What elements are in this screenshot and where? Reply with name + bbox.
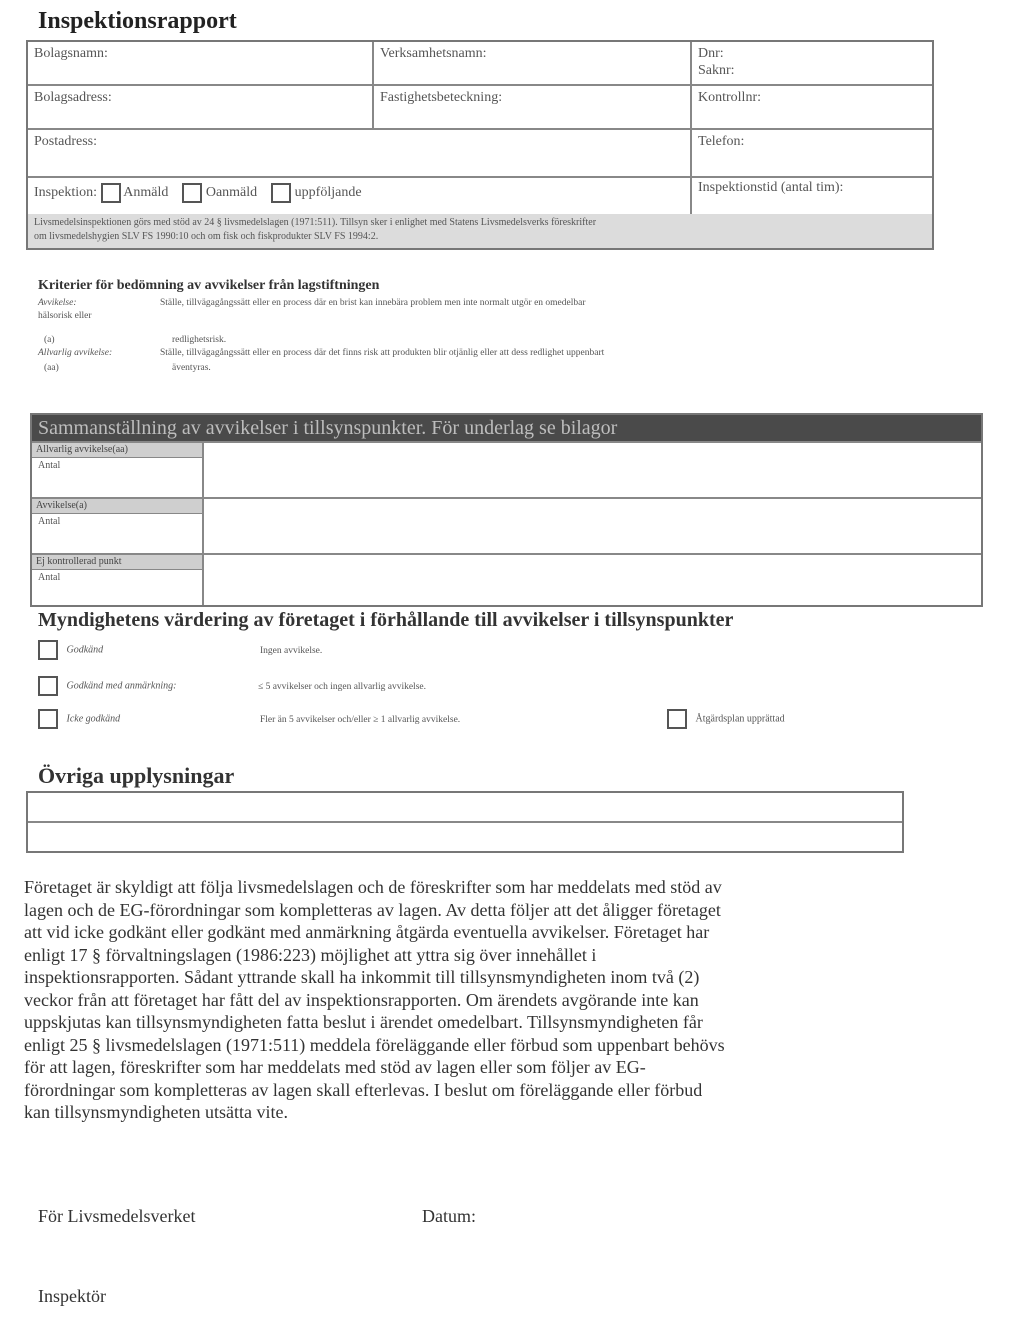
summary-input-allvarlig[interactable] <box>206 443 981 497</box>
ovriga-heading: Övriga upplysningar <box>38 763 235 788</box>
historik-label: hälsorisk eller <box>38 311 92 321</box>
eval-godkand-anm-row <box>38 676 176 696</box>
atgardsplan-label: Åtgärdsplan upprättad <box>695 713 785 725</box>
summary-row-title: Ej kontrollerad punkt <box>32 555 202 570</box>
summary-row-label <box>32 555 204 605</box>
godkand-label: Godkänd <box>66 644 104 656</box>
dnr-label: Dnr: <box>698 46 724 61</box>
inspektion-type-row <box>28 180 690 214</box>
a-text: redlighetsrisk. <box>172 335 227 345</box>
icke-godkand-checkbox[interactable] <box>38 709 58 729</box>
field-bolagsadress[interactable] <box>28 86 372 128</box>
postadress-label: Postadress: <box>34 134 97 149</box>
godkand-anm-desc: ≤ 5 avvikelser och ingen allvarlig avvikelse. <box>258 682 426 692</box>
for-livsmedelsverket-label: För Livsmedelsverket <box>38 1206 196 1226</box>
godkand-anm-label: Godkänd med anmärkning: <box>66 680 177 692</box>
inspektion-label: Inspektion: <box>34 185 97 201</box>
header-form-table <box>26 40 934 250</box>
legal-note-line-1: Livsmedelsinspektionen görs med stöd av 24 § livsmedelslagen (1971:511). Tillsyn sker i enlighet med Statens Livsmedelsverks föreskrifter <box>34 217 597 228</box>
bolagsadress-label: Bolagsadress: <box>34 90 112 105</box>
anmald-label: Anmäld <box>123 185 169 201</box>
eval-godkand-row <box>38 640 103 660</box>
field-verksamhetsnamn[interactable] <box>374 42 690 84</box>
criteria-heading: Kriterier för bedömning av avvikelser från lagstiftningen <box>38 278 380 293</box>
oanmald-checkbox[interactable] <box>182 183 202 203</box>
datum-label: Datum: <box>422 1206 476 1226</box>
field-fastighetsbeteckning[interactable] <box>374 86 690 128</box>
atgardsplan-checkbox[interactable] <box>667 709 687 729</box>
paragraph-line: att vid icke godkänt eller godkänt med anmärkning åtgärda eventuella avvikelser. Företaget har <box>24 922 710 942</box>
summary-heading: Sammanställning av avvikelser i tillsynspunkter. För underlag se bilagor <box>32 415 981 441</box>
field-telefon[interactable] <box>692 130 932 176</box>
godkand-desc: Ingen avvikelse. <box>260 646 323 656</box>
legal-note <box>28 214 932 248</box>
icke-godkand-label: Icke godkänd <box>66 713 121 725</box>
evaluation-heading: Myndighetens värdering av företaget i förhållande till avvikelser i tillsynspunkter <box>38 609 734 631</box>
godkand-checkbox[interactable] <box>38 640 58 660</box>
a-label: (a) <box>44 335 55 345</box>
bolagsnamn-label: Bolagsnamn: <box>34 46 108 61</box>
avvikelse-label: Avvikelse: <box>38 298 77 308</box>
verksamhetsnamn-label: Verksamhetsnamn: <box>380 46 487 61</box>
eval-atgardsplan-row <box>667 709 785 729</box>
summary-input-avvikelse[interactable] <box>206 499 981 553</box>
paragraph-line: kan tillsynsmyndigheten utsätta vite. <box>24 1102 288 1122</box>
summary-row-label <box>32 443 204 497</box>
paragraph-line: veckor från att företaget har fått del av inspektionsrapporten. Om ärendets avgörande inte kan <box>24 989 699 1010</box>
uppfoljande-label: uppföljande <box>294 185 362 201</box>
eval-icke-godkand-row <box>38 709 120 729</box>
field-dnr[interactable] <box>692 42 932 84</box>
divider <box>28 821 902 823</box>
paragraph-line: enligt 25 § livsmedelslagen (1971:511) meddela föreläggande eller förbud som uppenbart behövs <box>24 1034 725 1055</box>
uppfoljande-checkbox[interactable] <box>271 183 291 203</box>
field-kontrollnr[interactable] <box>692 86 932 128</box>
aa-label: (aa) <box>44 363 59 373</box>
allvarlig-label: Allvarlig avvikelse: <box>38 348 113 358</box>
fastighetsbeteckning-label: Fastighetsbeteckning: <box>380 90 503 105</box>
ovriga-box[interactable] <box>26 791 904 853</box>
page-title: Inspektionsrapport <box>38 8 237 34</box>
field-bolagsnamn[interactable] <box>28 42 372 84</box>
anmald-checkbox[interactable] <box>101 183 121 203</box>
summary-input-ej-kontrollerad[interactable] <box>206 555 981 605</box>
allvarlig-text: Ställe, tillvägagångssätt eller en process där det finns risk att produkten blir otjänlig eller att dess redlighet uppenbart <box>160 348 605 358</box>
summary-row-antal: Antal <box>38 572 61 583</box>
paragraph-line: förordningar som kompletteras av lagen skall efterlevas. I beslut om föreläggande eller förbud <box>24 1079 703 1100</box>
summary-row-title: Allvarlig avvikelse(aa) <box>32 443 202 458</box>
godkand-anm-checkbox[interactable] <box>38 676 58 696</box>
summary-row-allvarlig <box>32 441 981 497</box>
saknr-label: Saknr: <box>698 63 735 78</box>
summary-row-antal: Antal <box>38 516 61 527</box>
paragraph-line: lagen och de EG-förordningar som kompletteras av lagen. Av detta följer att det åligger företaget <box>24 899 721 920</box>
inspektor-label: Inspektör <box>38 1286 106 1306</box>
summary-row-ej-kontrollerad <box>32 553 981 605</box>
icke-godkand-desc: Fler än 5 avvikelser och/eller ≥ 1 allvarlig avvikelse. <box>260 715 461 725</box>
paragraph-line: uppskjutas kan tillsynsmyndigheten fatta beslut i ärendet omedelbart. Tillsynsmyndigheten får <box>24 1012 703 1032</box>
summary-table <box>30 413 983 607</box>
summary-row-label <box>32 499 204 553</box>
field-inspektionstid[interactable] <box>692 176 932 214</box>
summary-row-antal: Antal <box>38 460 61 471</box>
summary-row-title: Avvikelse(a) <box>32 499 202 514</box>
summary-row-avvikelse <box>32 497 981 553</box>
paragraph-line: inspektionsrapporten. Sådant yttrande skall ha inkommit till tillsynsmyndigheten inom två (2) <box>24 967 700 987</box>
avvikelse-text: Ställe, tillvägagångssätt eller en process där en brist kan innebära problem men inte normalt utgör en omedelbar <box>160 298 586 308</box>
paragraph-line: Företaget är skyldigt att följa livsmedelslagen och de föreskrifter som har meddelats med stöd av <box>24 877 722 897</box>
paragraph-line: för att lagen, föreskrifter som har meddelats med stöd av lagen eller som följer av EG- <box>24 1057 646 1077</box>
legal-paragraph <box>24 876 954 1124</box>
aa-text: äventyras. <box>172 363 211 373</box>
telefon-label: Telefon: <box>698 134 745 149</box>
inspektionstid-label: Inspektionstid (antal tim): <box>698 180 844 195</box>
paragraph-line: enligt 17 § förvaltningslagen (1986:223) möjlighet att yttra sig över innehållet i <box>24 944 597 965</box>
legal-note-line-2: om livsmedelshygien SLV FS 1990:10 och om fisk och fiskprodukter SLV FS 1994:2. <box>34 231 379 242</box>
oanmald-label: Oanmäld <box>205 185 258 201</box>
field-postadress[interactable] <box>28 130 690 176</box>
kontrollnr-label: Kontrollnr: <box>698 90 761 105</box>
